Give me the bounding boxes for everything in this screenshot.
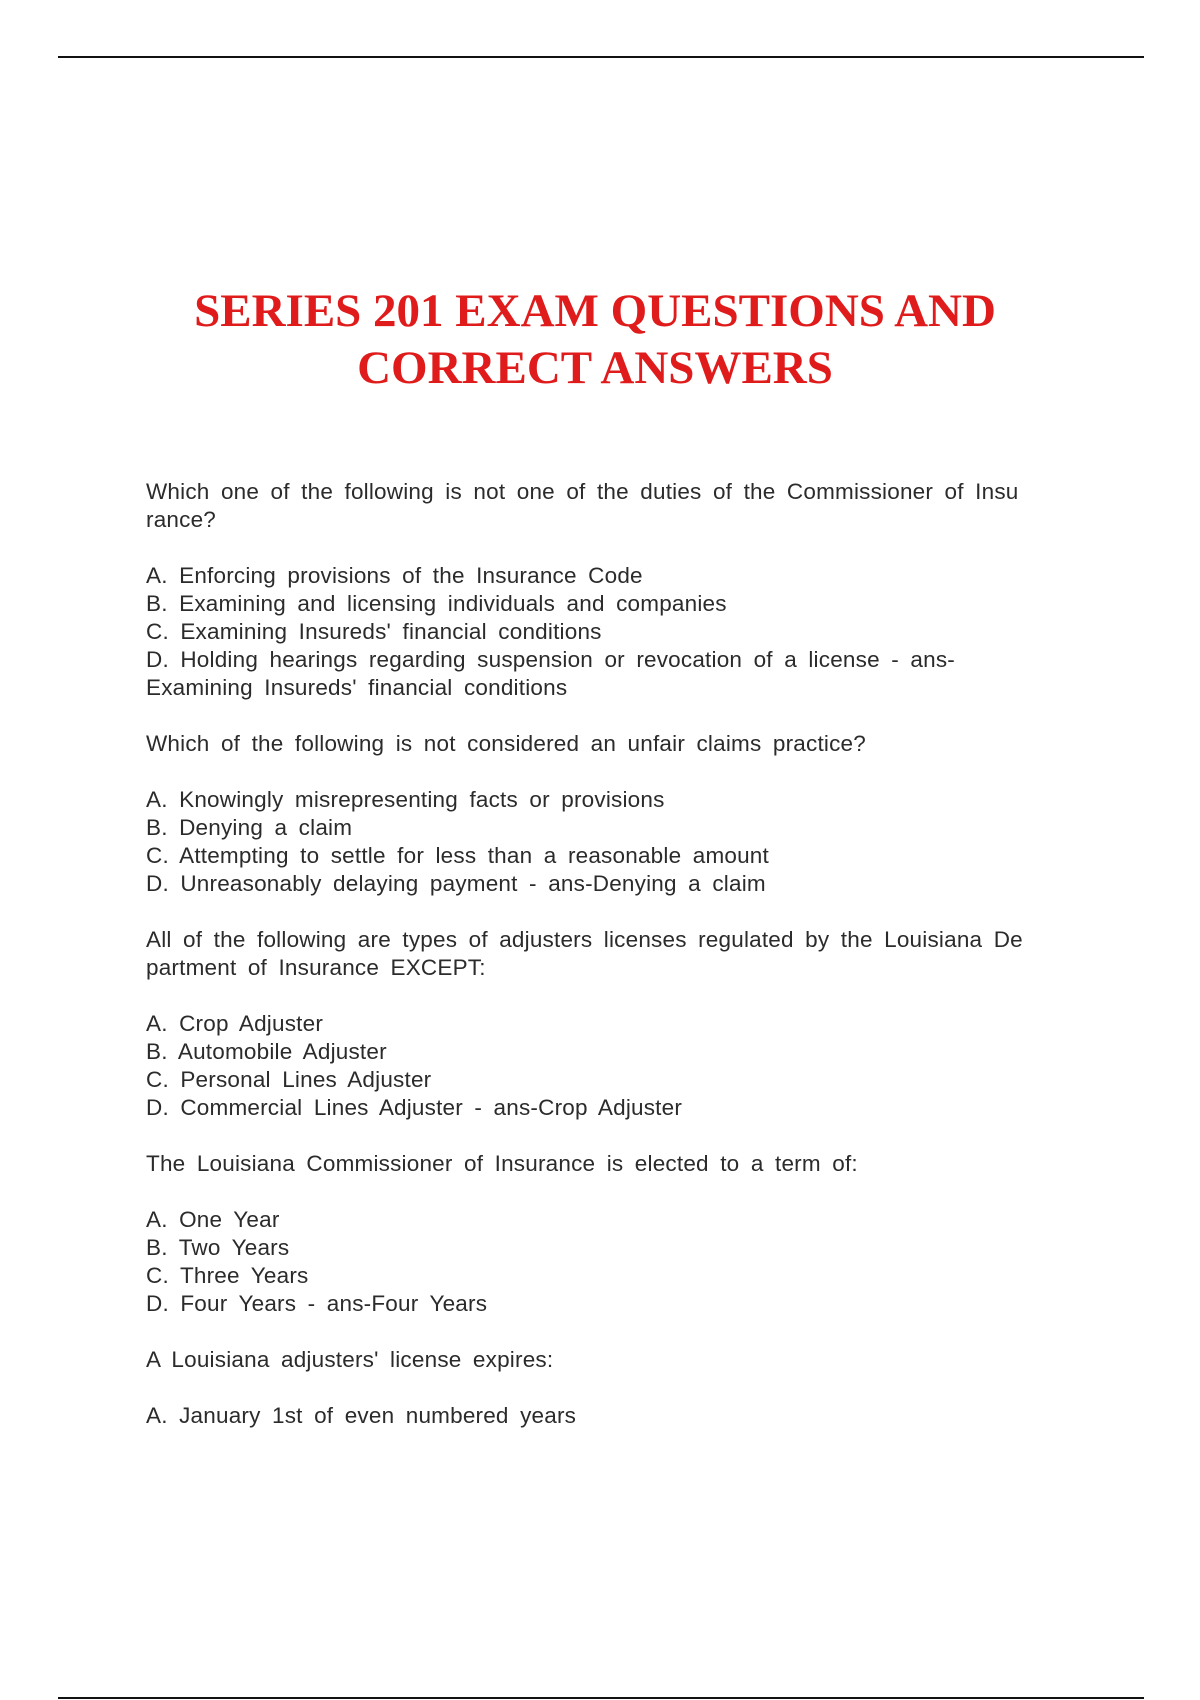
answer-option: C. Three Years (146, 1263, 309, 1288)
answer-option: C. Attempting to settle for less than a reasonable amount (146, 843, 769, 868)
answer-option: B. Denying a claim (146, 815, 353, 840)
qa-block (146, 730, 1086, 898)
answer-option: C. Personal Lines Adjuster (146, 1067, 432, 1092)
question-line: rance? (146, 507, 216, 532)
answer-option: D. Holding hearings regarding suspension or revocation of a license - ans- (146, 647, 955, 672)
answer-option: A. January 1st of even numbered years (146, 1403, 577, 1428)
answer-options (146, 1206, 1086, 1318)
header-rule (58, 56, 1144, 58)
title-line-2: CORRECT ANSWERS (357, 342, 833, 394)
answer-option: B. Automobile Adjuster (146, 1039, 387, 1064)
question-line: Which one of the following is not one of the duties of the Commissioner of Insu (146, 479, 1019, 504)
question-text (146, 1346, 1086, 1374)
question-text (146, 478, 1086, 534)
title-line-1: SERIES 201 EXAM QUESTIONS AND (194, 285, 996, 337)
question-text (146, 730, 1086, 758)
footer-rule (58, 1697, 1144, 1699)
answer-option: B. Two Years (146, 1235, 290, 1260)
answer-option: A. One Year (146, 1207, 280, 1232)
qa-block (146, 926, 1086, 1122)
question-line: partment of Insurance EXCEPT: (146, 955, 486, 980)
question-line: The Louisiana Commissioner of Insurance is elected to a term of: (146, 1151, 858, 1176)
answer-options (146, 1010, 1086, 1122)
qa-block (146, 1150, 1086, 1318)
qa-list (146, 478, 1086, 1458)
answer-option: D. Commercial Lines Adjuster - ans-Crop Adjuster (146, 1095, 683, 1120)
question-text (146, 1150, 1086, 1178)
answer-option: D. Unreasonably delaying payment - ans-Denying a claim (146, 871, 766, 896)
answer-option: C. Examining Insureds' financial conditions (146, 619, 602, 644)
answer-option: B. Examining and licensing individuals and companies (146, 591, 727, 616)
answer-option: A. Knowingly misrepresenting facts or provisions (146, 787, 665, 812)
qa-block (146, 1346, 1086, 1430)
answer-option: A. Enforcing provisions of the Insurance Code (146, 563, 643, 588)
answer-option: Examining Insureds' financial conditions (146, 675, 568, 700)
answer-options (146, 562, 1086, 702)
question-line: A Louisiana adjusters' license expires: (146, 1347, 554, 1372)
question-text (146, 926, 1086, 982)
qa-block (146, 478, 1086, 702)
answer-options (146, 1402, 1086, 1430)
answer-options (146, 786, 1086, 898)
document-title (120, 283, 1070, 397)
question-line: Which of the following is not considered an unfair claims practice? (146, 731, 866, 756)
question-line: All of the following are types of adjusters licenses regulated by the Louisiana De (146, 927, 1023, 952)
answer-option: D. Four Years - ans-Four Years (146, 1291, 488, 1316)
answer-option: A. Crop Adjuster (146, 1011, 324, 1036)
